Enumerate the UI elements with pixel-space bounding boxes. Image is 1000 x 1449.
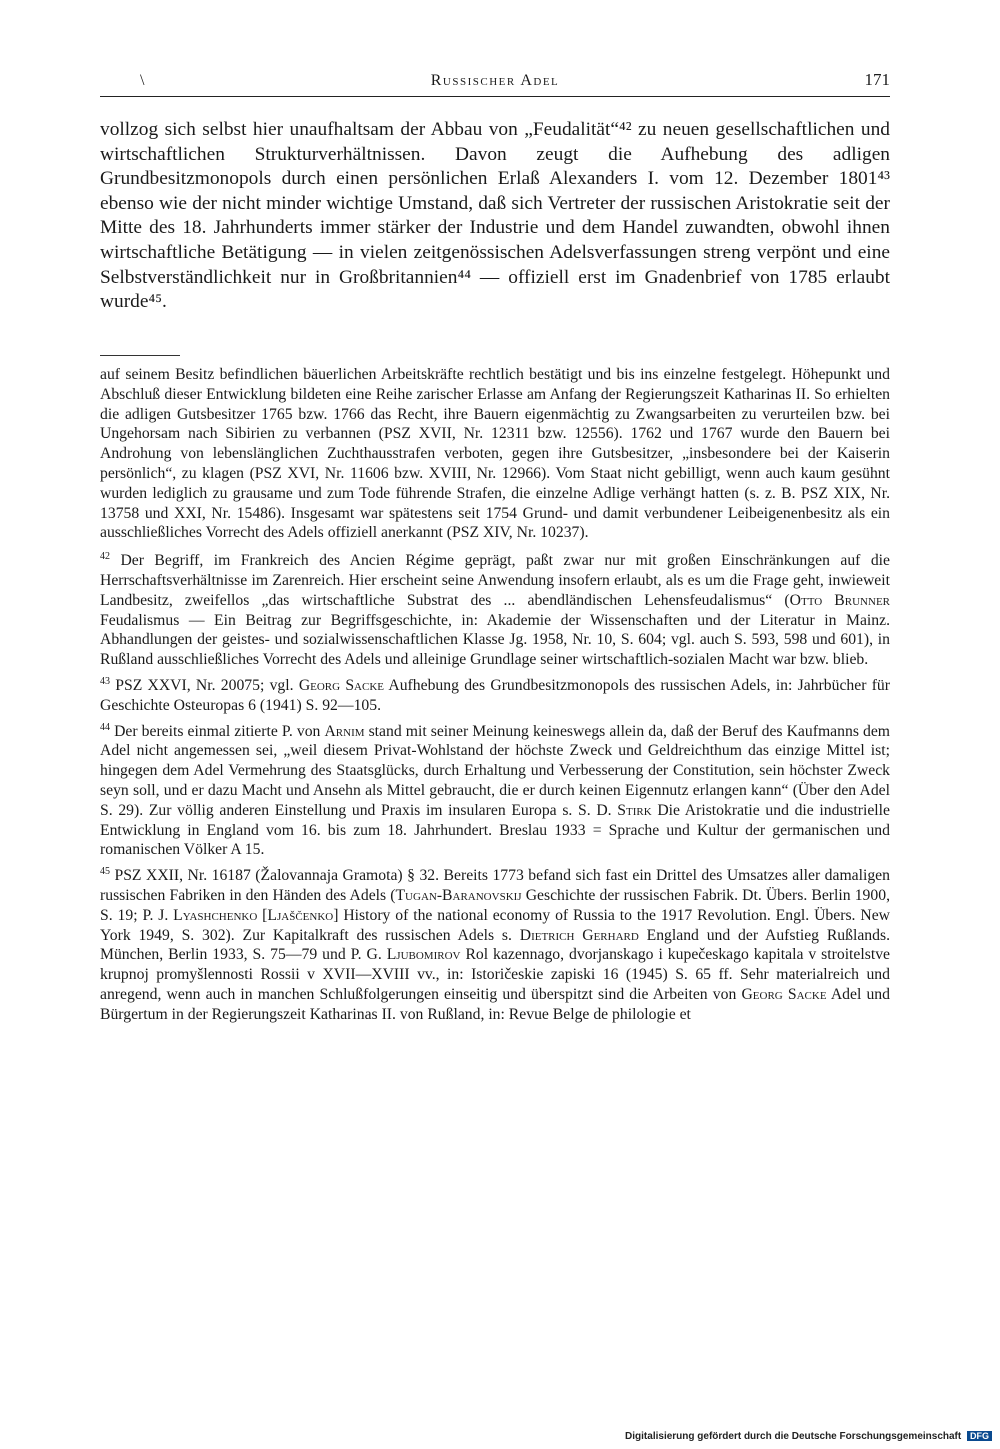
dfg-logo: DFG [967,1431,992,1441]
page-number: 171 [864,70,890,89]
main-text: vollzog sich selbst hier unaufhaltsam der Abbau von „Feudalität“⁴² zu neuen gesellschaftlichen und wirtschaftlichen Strukturverhältnissen. Davon zeugt die Aufhebung des adligen Grundbesitzmonopols durch einen persönlichen Erlaß Alexanders I. vom 12. Dezember 1801⁴³ ebenso wie der nicht minder wichtige Umstand, daß sich Vertreter der russischen Aristokratie seit der Mitte des 18. Jahrhunderts immer stärker der Industrie und dem Handel zuwandten, obwohl ihnen wirtschaftliche Betätigung — in vielen zeitgenössischen Adelsverfassungen streng verpönt und eine Selbstverständlichkeit nur in Großbritannien⁴⁴ — offiziell erst im Gnadenbrief von 1785 erlaubt wurde⁴⁵. [100,119,890,313]
footnote-text: Rol kazennago, dvorjanskago i kupečeskago kapitala v stroitelstve krupnoj promyšlennosti Rossii v XVII—XVIII vv., in: Istoričeskie zapiski 16 (1945) S. 65 ff. Sehr materialreich und anregend, wenn auch in manchen Schlußfolgerungen einseitig und überspitzt sind die Arbeiten von [100,946,891,1003]
footnote-continued: auf seinem Besitz befindlichen bäuerlichen Arbeitskräfte rechtlich bestätigt und bis ins einzelne festgelegt. Höhepunkt und Abschluß dieser Entwicklung bildeten eine Reihe zarischer Erlasse am Anfang der Regierungszeit Katharinas II. So erhielten die adligen Gutsbesitzer 1765 bzw. 1766 das Recht, ihre Bauern eigenmächtig zu Zwangsarbeiten zu verurteilen bzw. bei Ungehorsam nach Sibirien zu verbannen (PSZ XVII, Nr. 12311 bzw. 12556). 1762 und 1767 wurde den Bauern bei Androhung von lebenslänglichen Zuchthausstrafen verboten, gegen ihre Gutsbesitzer, „insbesondere bei der Kaiserin persönlich“, zu klagen (PSZ XVI, Nr. 11606 bzw. XVIII, Nr. 12966). Vom Staat nicht gebilligt, wenn auch kaum gesühnt wurden lediglich zu grausame und zum Tode führende Strafen, die einzelne Adlige verhängt hatten (s. z. B. PSZ XIX, Nr. 13758 und XXI, Nr. 15486). Insgesamt war spätestens seit 1754 Grund- und damit verbundener Leibeigenenbesitz als ein ausschließliches Vorrecht des Adels offiziell anerkannt (PSZ XIV, Nr. 10237). [100,366,890,542]
footnote-separator [100,355,180,356]
author-name: Georg Sacke [741,985,827,1003]
footnote-number: 42 [100,550,110,562]
footnote-text: Der bereits einmal zitierte P. von [114,722,325,740]
footnote-text: Aufhebung des Grundbesitzmonopols des russischen Adels, in: Jahrbücher für Geschichte Osteuropas 6 (1941) S. 92—105. [100,676,890,714]
footnote-text: Die Aristokratie und die industrielle Entwicklung in England vom 16. bis zum 18. Jahrhundert. Breslau 1933 = Sprache und Kultur der germanischen und romanischen Völker A 15. [100,801,890,859]
author-name: Georg Sacke [298,676,384,694]
footnote-text: Feudalismus — Ein Beitrag zur Begriffsgeschichte, in: Akademie der Wissenschaften und der Literatur in Mainz. Abhandlungen der geistes- und sozialwissenschaftlichen Klasse Jg. 1958, Nr. 10, S. 604; vgl. auch S. 593, 598 und 601), in Rußland ausschließliches Vorrecht des Adels und alleinige Grundlage seiner wirtschaftlich-sozialen Macht war bzw. blieb. [100,611,890,669]
digitization-text: Digitalisierung gefördert durch die Deutsche Forschungsgemeinschaft [625,1431,962,1442]
footnote-text: Geschichte der russischen Fabrik. Dt. Übers. Berlin 1900, S. 19; P. J. [100,886,890,924]
author-name: Otto Brunner [789,591,890,609]
footnote-text: stand mit seiner Meinung keineswegs allein da, daß der Beruf des Kaufmanns dem Adel nicht angemessen sei, „weil diesem Privat-Wohlstand der höchste Zweck und Geldreichthum das einzige Mittel ist; hingegen dem Adel Vermehrung des Staatsglücks, durch Erhaltung und Verbesserung der Constitution, sein höchster Zweck seyn soll, und er dazu Macht und Ansehn als Mittel gebraucht, die er durch keinen Eigennutz erlangen kann“ (Über den Adel S. 29). Zur völlig anderen Einstellung und Praxis im insularen Europa s. S. D. [100,722,890,819]
footnote-text: England und der Aufstieg Rußlands. München, Berlin 1933, S. 75—79 und P. G. [100,926,891,964]
margin-mark: \ [140,72,145,89]
footnote-43 [100,676,890,716]
footnote-text: PSZ XXVI, Nr. 20075; vgl. [115,676,299,694]
running-title: Russischer Adel [430,72,560,89]
footnote-text: Der Begriff, im Frankreich des Ancien Régime geprägt, paßt zwar nur mit großen Einschränkungen auf die Herrschaftsverhältnisse im Zarenreich. Hier erscheint seine Anwendung insofern erlaubt, als es um die Frage geht, inwieweit Landbesitz, zweifellos „das wirtschaftliche Substrat des ... abendländischen Lehensfeudalismus“ ( [100,552,890,609]
running-header [100,70,890,97]
footnote-number: 43 [100,675,110,687]
footnote-45 [100,866,890,1024]
footnote-text: PSZ XXII, Nr. 16187 (Žalovannaja Gramota) § 32. Bereits 1773 befand sich fast ein Drittel des Umsatzes aller damaligen russischen Fabriken in den Händen des Adels ( [100,867,890,904]
author-name: Tugan-Baranovskij [395,886,522,904]
author-name: Dietrich Gerhard [519,926,639,944]
footnotes [100,365,890,1031]
footnote-number: 45 [100,865,110,877]
footnote-44 [100,722,890,861]
author-name: Lyashchenko [Ljaščenko] [173,906,339,924]
author-name: Arnim [324,722,365,740]
author-name: Stirk [617,801,652,819]
footnote-number: 44 [100,721,110,733]
digitization-notice [625,1431,992,1442]
author-name: Ljubomirov [386,946,461,964]
footnote-42 [100,551,890,670]
footnote-text: Adel und Bürgertum in der Regierungszeit Katharinas II. von Rußland, in: Revue Belge de philologie et [100,985,890,1023]
footnote-text: History of the national economy of Russia to the 1917 Revolution. Engl. Übers. New York 1949, S. 302). Zur Kapitalkraft des russischen Adels s. [100,906,890,944]
